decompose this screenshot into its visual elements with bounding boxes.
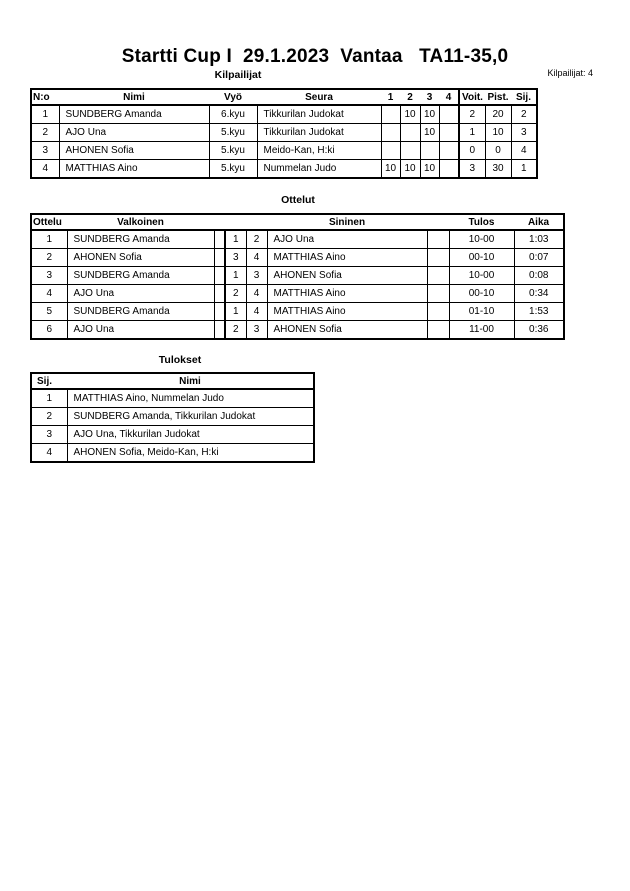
blue-player-number: 4 xyxy=(246,249,267,267)
col-header-sininen: Sininen xyxy=(267,214,427,230)
spacer-cell xyxy=(427,230,449,249)
competitor-number: 1 xyxy=(31,105,59,124)
round-score xyxy=(381,142,400,160)
col-header-nimi: Nimi xyxy=(67,373,314,389)
spacer-cell xyxy=(214,321,225,340)
match-time: 1:53 xyxy=(514,303,564,321)
match-result: 00-10 xyxy=(449,285,514,303)
match-row xyxy=(31,249,564,267)
result-row xyxy=(31,444,314,463)
competitor-number: 3 xyxy=(31,142,59,160)
match-result: 11-00 xyxy=(449,321,514,340)
spacer-cell xyxy=(214,230,225,249)
blue-player-number: 2 xyxy=(246,230,267,249)
match-number: 2 xyxy=(31,249,67,267)
blue-player-number: 4 xyxy=(246,285,267,303)
col-header-nimi: Nimi xyxy=(59,89,209,105)
col-header-round2: 2 xyxy=(400,89,420,105)
spacer-cell xyxy=(427,321,449,340)
col-header-numbers xyxy=(214,214,267,230)
white-player: SUNDBERG Amanda xyxy=(67,230,214,249)
points-value: 0 xyxy=(485,142,511,160)
white-player-number: 1 xyxy=(225,230,246,249)
competitor-number: 4 xyxy=(31,160,59,179)
result-placement: 4 xyxy=(31,444,67,463)
results-header-row xyxy=(31,373,314,389)
blue-player: MATTHIAS Aino xyxy=(267,249,427,267)
competitor-name: AJO Una xyxy=(59,124,209,142)
competitors-table xyxy=(30,88,538,179)
results-table xyxy=(30,372,315,463)
competitor-name: AHONEN Sofia xyxy=(59,142,209,160)
white-player: SUNDBERG Amanda xyxy=(67,267,214,285)
competitors-count: Kilpailijat: 4 xyxy=(547,68,593,78)
round-score xyxy=(381,124,400,142)
col-header-voit: Voit. xyxy=(459,89,485,105)
competitor-number: 2 xyxy=(31,124,59,142)
result-name: MATTHIAS Aino, Nummelan Judo xyxy=(67,389,314,408)
competitor-club: Meido-Kan, H:ki xyxy=(257,142,381,160)
competitor-row xyxy=(31,124,537,142)
blue-player-number: 3 xyxy=(246,267,267,285)
match-number: 1 xyxy=(31,230,67,249)
competitor-belt: 5.kyu xyxy=(209,124,257,142)
round-score: 10 xyxy=(420,105,439,124)
round-score xyxy=(439,124,459,142)
round-score: 10 xyxy=(400,105,420,124)
blue-player: MATTHIAS Aino xyxy=(267,285,427,303)
white-player: AJO Una xyxy=(67,285,214,303)
match-time: 0:07 xyxy=(514,249,564,267)
round-score xyxy=(400,142,420,160)
col-header-tulos: Tulos xyxy=(449,214,514,230)
wins-value: 3 xyxy=(459,160,485,179)
col-header-no: N:o xyxy=(31,89,59,105)
col-header-sij: Sij. xyxy=(511,89,537,105)
col-header-round3: 3 xyxy=(420,89,439,105)
match-number: 6 xyxy=(31,321,67,340)
spacer-cell xyxy=(427,249,449,267)
match-number: 4 xyxy=(31,285,67,303)
points-value: 20 xyxy=(485,105,511,124)
competitor-belt: 6.kyu xyxy=(209,105,257,124)
match-result: 01-10 xyxy=(449,303,514,321)
match-row xyxy=(31,321,564,340)
competitor-name: SUNDBERG Amanda xyxy=(59,105,209,124)
placement-value: 2 xyxy=(511,105,537,124)
white-player-number: 1 xyxy=(225,303,246,321)
white-player-number: 2 xyxy=(225,285,246,303)
section-title-kilpailijat: Kilpailijat xyxy=(214,69,262,81)
round-score xyxy=(400,124,420,142)
blue-player: AHONEN Sofia xyxy=(267,267,427,285)
col-header-vyo: Vyö xyxy=(209,89,257,105)
wins-value: 2 xyxy=(459,105,485,124)
competitor-row xyxy=(31,142,537,160)
match-result: 00-10 xyxy=(449,249,514,267)
matches-header-row xyxy=(31,214,564,230)
spacer-cell xyxy=(214,249,225,267)
blue-player: AJO Una xyxy=(267,230,427,249)
round-score xyxy=(420,142,439,160)
col-header-sij: Sij. xyxy=(31,373,67,389)
match-result: 10-00 xyxy=(449,267,514,285)
white-player-number: 2 xyxy=(225,321,246,340)
round-score xyxy=(439,105,459,124)
blue-player-number: 3 xyxy=(246,321,267,340)
match-row xyxy=(31,285,564,303)
competitor-name: MATTHIAS Aino xyxy=(59,160,209,179)
blue-player: MATTHIAS Aino xyxy=(267,303,427,321)
white-player-number: 3 xyxy=(225,249,246,267)
wins-value: 1 xyxy=(459,124,485,142)
match-row xyxy=(31,230,564,249)
blue-player-number: 4 xyxy=(246,303,267,321)
round-score: 10 xyxy=(400,160,420,179)
result-placement: 1 xyxy=(31,389,67,408)
competitor-club: Nummelan Judo xyxy=(257,160,381,179)
competitor-club: Tikkurilan Judokat xyxy=(257,124,381,142)
result-placement: 3 xyxy=(31,426,67,444)
match-row xyxy=(31,267,564,285)
placement-value: 4 xyxy=(511,142,537,160)
result-name: AJO Una, Tikkurilan Judokat xyxy=(67,426,314,444)
placement-value: 1 xyxy=(511,160,537,179)
col-header-seura: Seura xyxy=(257,89,381,105)
points-value: 10 xyxy=(485,124,511,142)
competitor-club: Tikkurilan Judokat xyxy=(257,105,381,124)
white-player-number: 1 xyxy=(225,267,246,285)
col-header-ottelu: Ottelu xyxy=(31,214,67,230)
spacer-cell xyxy=(214,303,225,321)
spacer-cell xyxy=(427,303,449,321)
wins-value: 0 xyxy=(459,142,485,160)
placement-value: 3 xyxy=(511,124,537,142)
match-result: 10-00 xyxy=(449,230,514,249)
result-placement: 2 xyxy=(31,408,67,426)
result-name: AHONEN Sofia, Meido-Kan, H:ki xyxy=(67,444,314,463)
white-player: AHONEN Sofia xyxy=(67,249,214,267)
col-header-valkoinen: Valkoinen xyxy=(67,214,214,230)
section-title-tulokset: Tulokset xyxy=(158,354,202,366)
match-row xyxy=(31,303,564,321)
competitors-header-row xyxy=(31,89,537,105)
col-header-pist: Pist. xyxy=(485,89,511,105)
match-time: 0:34 xyxy=(514,285,564,303)
white-player: AJO Una xyxy=(67,321,214,340)
round-score: 10 xyxy=(420,160,439,179)
competitor-belt: 5.kyu xyxy=(209,142,257,160)
match-time: 0:08 xyxy=(514,267,564,285)
blue-player: AHONEN Sofia xyxy=(267,321,427,340)
col-header-round1: 1 xyxy=(381,89,400,105)
round-score: 10 xyxy=(420,124,439,142)
match-time: 0:36 xyxy=(514,321,564,340)
section-title-ottelut: Ottelut xyxy=(281,194,315,206)
result-name: SUNDBERG Amanda, Tikkurilan Judokat xyxy=(67,408,314,426)
points-value: 30 xyxy=(485,160,511,179)
spacer-cell xyxy=(427,285,449,303)
spacer-cell xyxy=(214,285,225,303)
match-time: 1:03 xyxy=(514,230,564,249)
round-score: 10 xyxy=(381,160,400,179)
matches-table xyxy=(30,213,565,340)
col-header-aika: Aika xyxy=(514,214,564,230)
col-header-round4: 4 xyxy=(439,89,459,105)
round-score xyxy=(381,105,400,124)
match-number: 3 xyxy=(31,267,67,285)
round-score xyxy=(439,160,459,179)
result-row xyxy=(31,426,314,444)
competitor-row xyxy=(31,160,537,179)
round-score xyxy=(439,142,459,160)
spacer-cell xyxy=(214,267,225,285)
competitor-belt: 5.kyu xyxy=(209,160,257,179)
competitor-row xyxy=(31,105,537,124)
spacer-cell xyxy=(427,267,449,285)
col-header-gap xyxy=(427,214,449,230)
match-number: 5 xyxy=(31,303,67,321)
white-player: SUNDBERG Amanda xyxy=(67,303,214,321)
result-row xyxy=(31,408,314,426)
page-title: Startti Cup I 29.1.2023 Vantaa TA11-35,0 xyxy=(121,46,509,67)
result-row xyxy=(31,389,314,408)
